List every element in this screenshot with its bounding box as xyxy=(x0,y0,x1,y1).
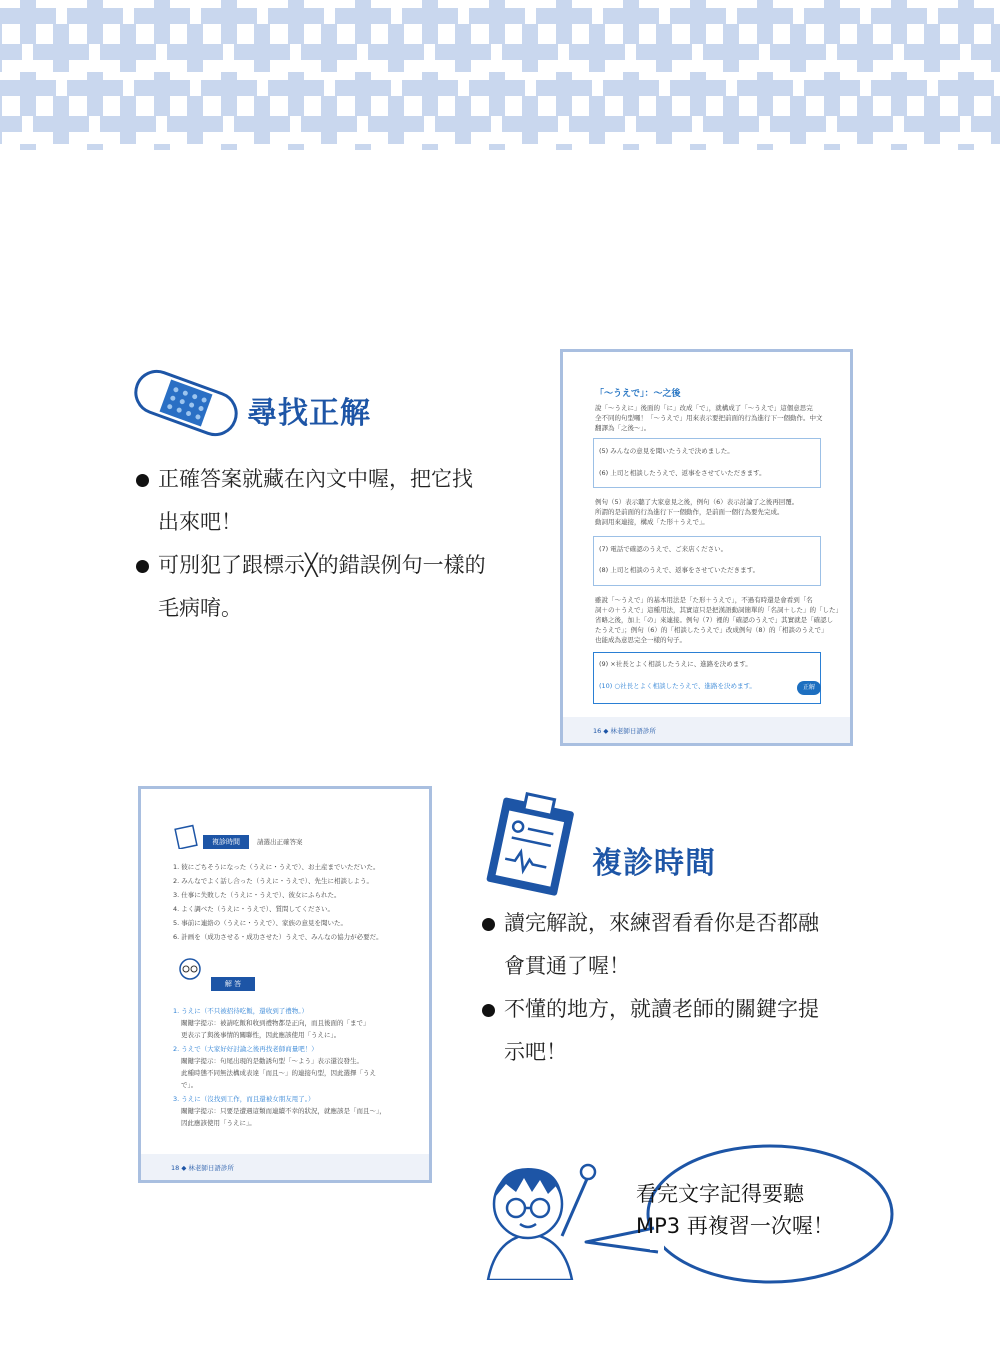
bubble-line-2: MP3 再複習一次喔！ xyxy=(636,1214,834,1238)
clipboard-small-icon xyxy=(173,821,201,849)
bullet-item: 正確答案就藏在內文中喔，把它找出來吧！ xyxy=(136,458,486,544)
section1-bullets xyxy=(136,458,486,630)
page-footer: 林老師日語診所 xyxy=(188,1164,234,1172)
bullet-item: 可別犯了跟標示╳的錯誤例句一樣的毛病唷。 xyxy=(136,544,486,630)
page-number: 18 xyxy=(171,1164,180,1172)
page-number: 16 xyxy=(593,727,602,735)
clipboard-icon xyxy=(472,792,592,904)
bubble-line-1: 看完文字記得要聽 xyxy=(636,1182,804,1206)
sample-page-thumbnail-2: 複診時間 請選出正確答案 1. 彼にごちそうになった（うえに・うえで）、お土産までいただいた。 2. みんなでよく話し合った（うえに・うえで）、先生に相談しよう。 3. 仕事に失敗した（うえに・うえで）、彼女にふられた。 4. よく調べた（うえに・うえで）、質問してください。 5. 事前に連絡の（うえに・うえで）、家族の意見を聞いた。 6. 計画を（成功させる・成功させた）うえで、みんなの協力が必要だ。 解 答 1. うえに（不只被招待吃飯，還收到了禮物。） 關鍵字提示：被請吃飯和收到禮物都是正向，而且後面的「まで」 更表示了與後事情的關聯性，因此應該使用「うえに」。 2. うえで（大家好好討論之後再找老師商量吧！） 關鍵字提示：句尾出現的是勸誘句型「～よう」表示還沒發生。 此種時態不同無法構成表達「而且～」的連接句型，因此選擇「うえ で」。 3. うえに（沒找到工作，而且還被女朋友甩了。） 關鍵字提示：只要是遭遇這類而連續不幸的狀況，就應該是「而且～」， 因此應該使用「うえに」。 18 ◆ 林老師日語診所 xyxy=(138,786,432,1183)
section-title-find-answer: 尋找正解 xyxy=(247,396,371,431)
correct-answer-badge: 正解 xyxy=(797,681,821,695)
review-tab: 複診時間 xyxy=(203,835,249,849)
instruction: 請選出正確答案 xyxy=(257,838,303,846)
plus-pattern-banner xyxy=(0,0,1000,160)
bandage-icon xyxy=(126,368,246,438)
bubble-text xyxy=(636,1178,834,1242)
sample-heading: 「～うえで」：～之後 xyxy=(595,389,681,399)
doctor-small-icon xyxy=(175,955,205,989)
section2-bullets xyxy=(482,902,832,1074)
section-title-review-time: 複診時間 xyxy=(592,846,716,881)
bullet-item: 不懂的地方，就讀老師的關鍵字提示吧！ xyxy=(482,988,832,1074)
bullet-item: 讀完解說，來練習看看你是否都融會貫通了喔！ xyxy=(482,902,832,988)
answer-tab: 解 答 xyxy=(211,977,255,991)
sample-page-thumbnail-1: 「～うえで」：～之後 說「～うえに」後面的「に」改成「で」，就構成了「～うえで」這個意思完 全不同的句型囉！「～うえで」用來表示要把前面的行為進行下一個動作。中文 翻譯為「之後～」。 (5) みんなの意見を聞いたうえで決めました。 (6) 上司と相談したうえで、返事をさせていただきます。 例句（5）表示聽了大家意見之後，例句（6）表示討論了之後再回覆。 所謂的是前面的行為進行下一個動作，是前面一個行為要先完成。 動詞用來連接，構成「た形＋うえで」。 (7) 電話で確認のうえで、ご来店ください。 (8) 上司と相談のうえで、返事をさせていただきます。 雖說「～うえで」的基本用法是「た形＋うえで」，不過有時還是會看到「名 詞＋の＋うえで」這種用法，其實這只是把漢語動詞簡單的「名詞＋した」的「した」 省略之後，加上「の」來連接。例句（7）裡的「確認のうえで」其實就是「確認し たうえで」；例句（6）的「相談したうえで」改成例句（8）的「相談のうえで」 也能成為意思完全一樣的句子。 (9) ×社長とよく相談したうえに、進路を決めます。 (10) ○社長とよく相談したうえで、進路を決めます。 正解 16 ◆ 林老師日語診所 xyxy=(560,349,853,746)
page-footer: 林老師日語診所 xyxy=(610,727,656,735)
